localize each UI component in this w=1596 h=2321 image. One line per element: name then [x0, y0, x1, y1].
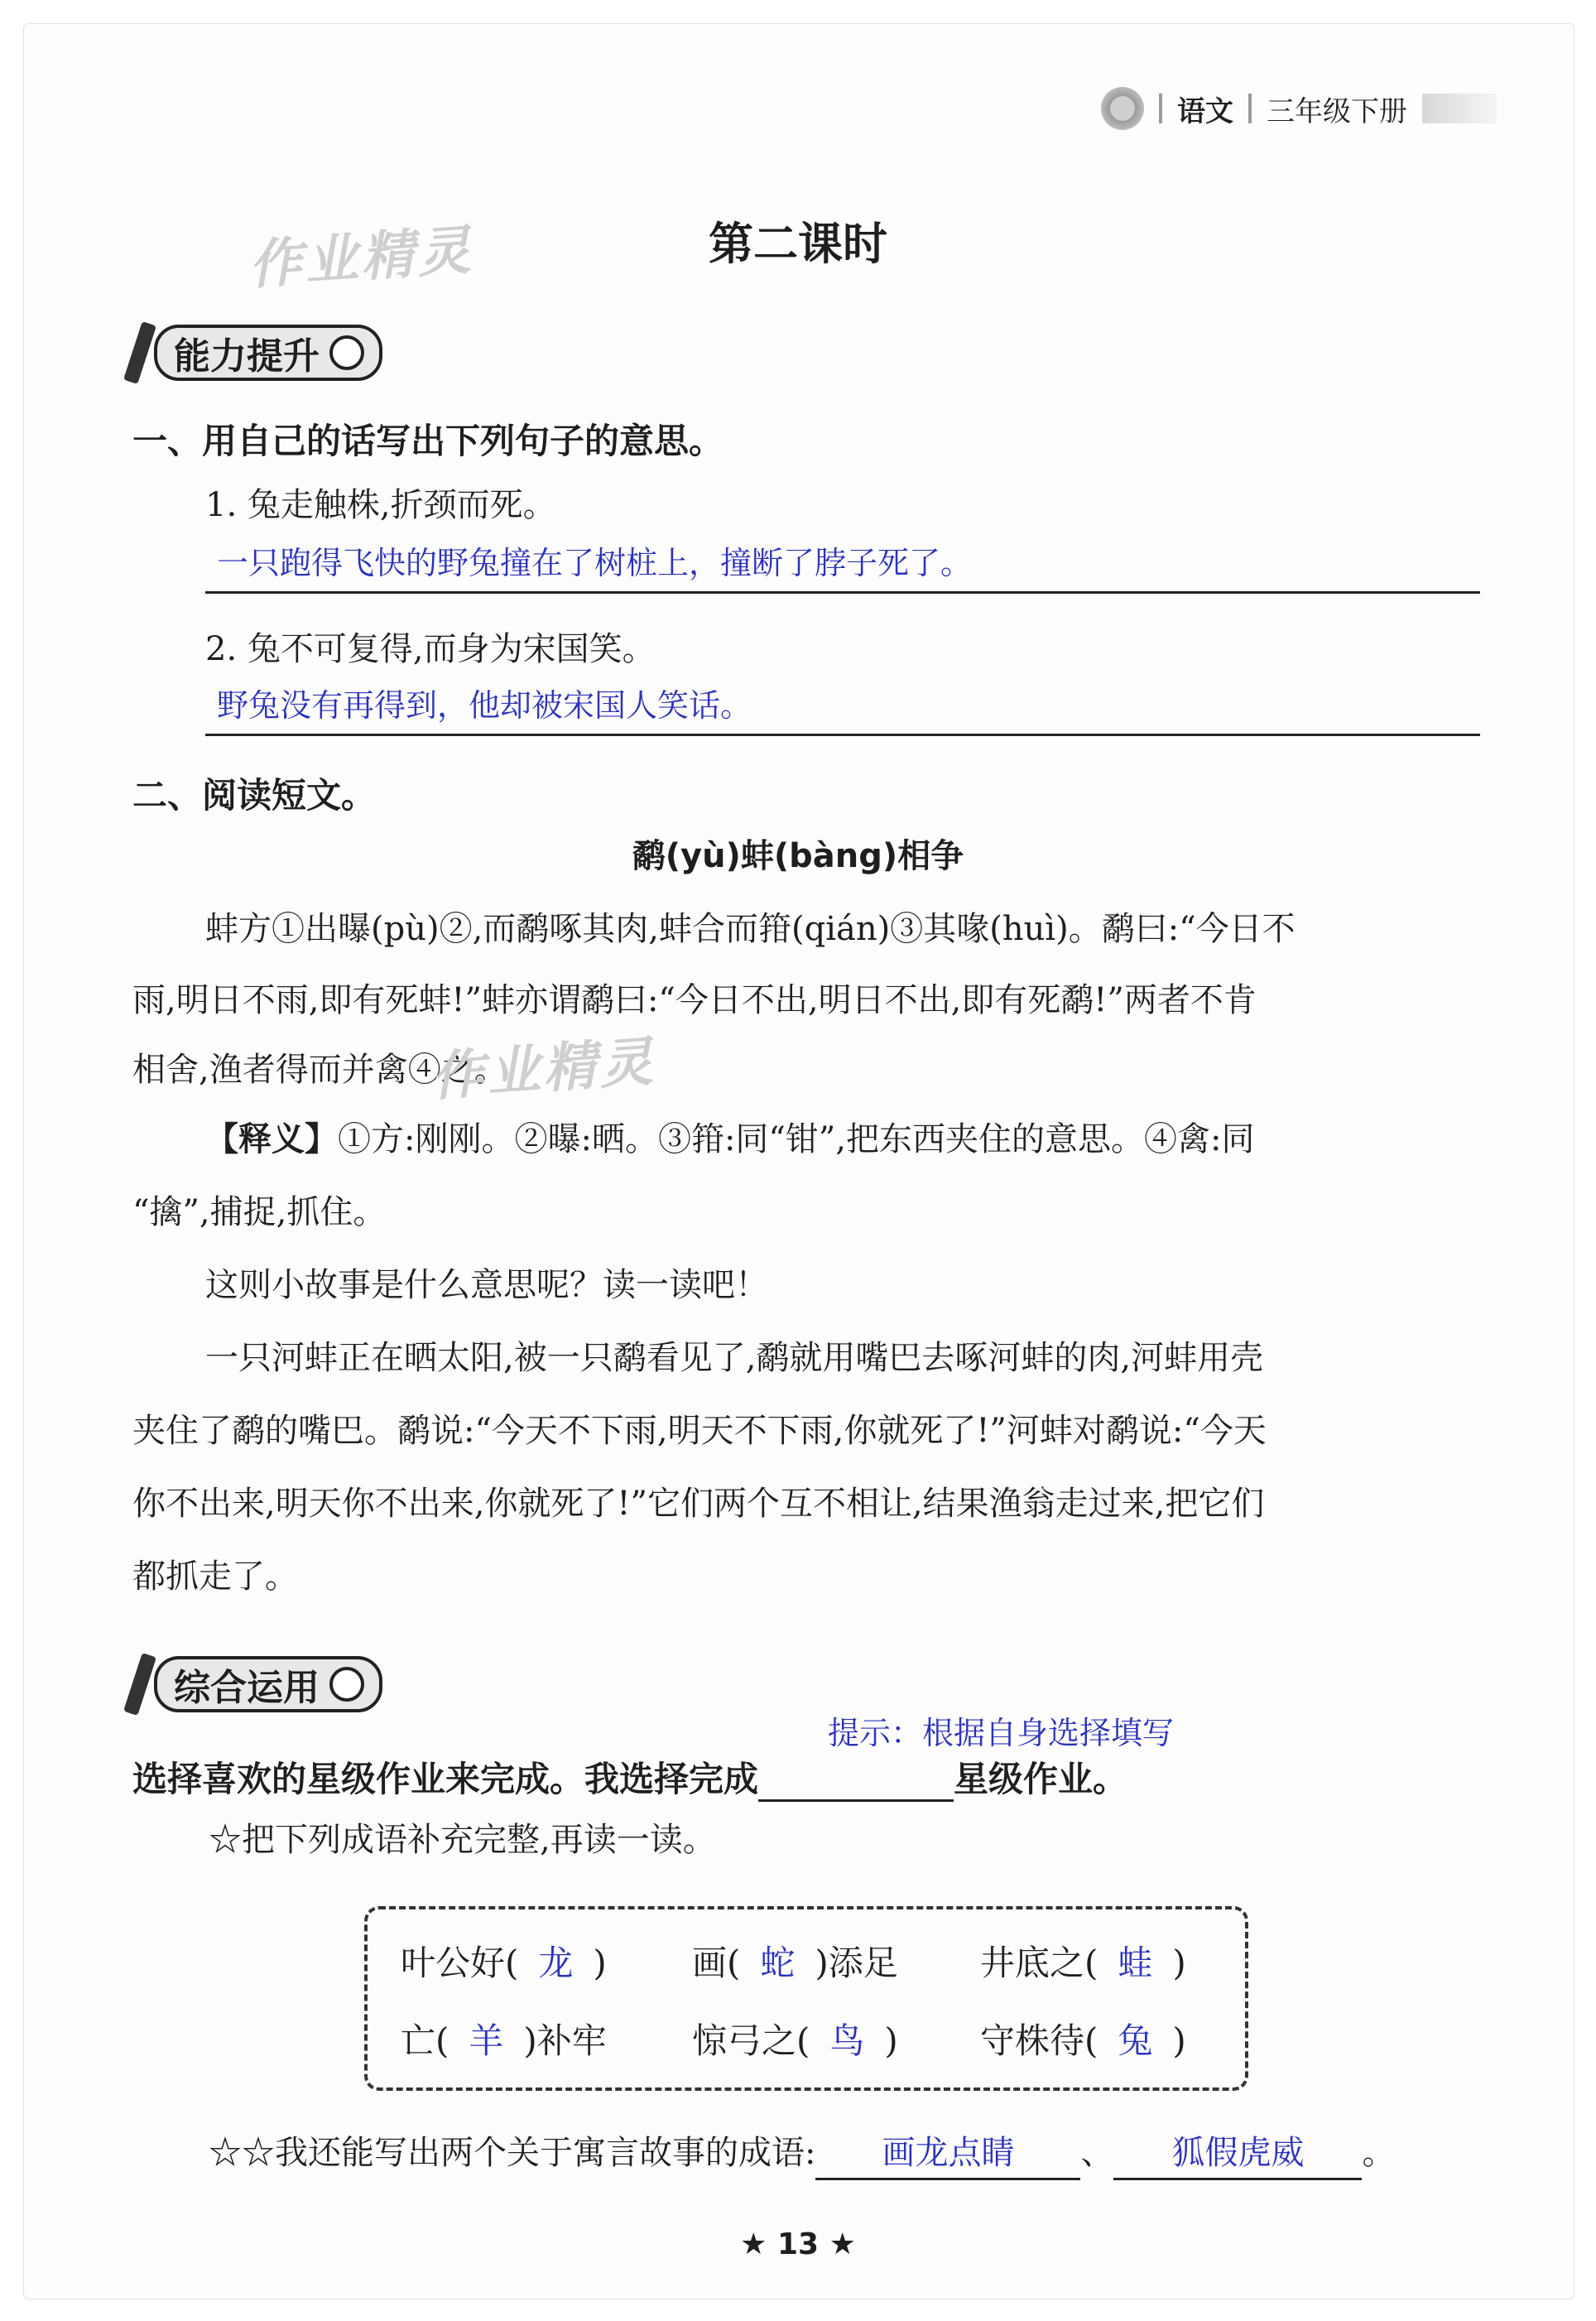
- idiom-answer[interactable]: 蛇: [760, 1943, 796, 1983]
- header-decoration: [1422, 94, 1497, 123]
- blank[interactable]: [758, 1759, 954, 1802]
- idiom-answer[interactable]: 兔: [1118, 2020, 1153, 2061]
- sentence-1: 1. 兔走触株,折颈而死。: [205, 486, 556, 524]
- two-star-prompt: ☆☆我还能写出两个关于寓言故事的成语:: [209, 2134, 816, 2172]
- idiom-item: 亡( 羊 )补牢: [401, 2014, 607, 2063]
- idiom-answer[interactable]: 鸟: [829, 2020, 865, 2061]
- sun-logo-icon: [1101, 87, 1144, 130]
- choose-prefix: 选择喜欢的星级作业来完成。我选择完成: [132, 1759, 759, 1799]
- sentence-2: 2. 兔不可复得,而身为宋国笑。: [205, 630, 656, 668]
- notes-text: ①方:刚刚。②曝:晒。③箝:同“钳”,把东西夹住的意思。④禽:同: [338, 1120, 1255, 1158]
- answer-line: [205, 591, 1480, 594]
- subject-label: 语文: [1177, 94, 1233, 128]
- section-badge-ability: [132, 321, 382, 384]
- idiom-item: 叶公好( 龙 ): [401, 1936, 607, 1986]
- watermark: 作业精灵: [429, 1030, 658, 1109]
- story-line: 蚌方①出曝(pù)②,而鹬啄其肉,蚌合而箝(qián)③其喙(huì)。鹬曰:“今日不: [205, 910, 1296, 948]
- idiom-item: 惊弓之( 鸟 ): [692, 2014, 898, 2063]
- translation-line: 夹住了鹬的嘴巴。鹬说:“今天不下雨,明天不下雨,你就死了!”河蚌对鹬说:“今天: [132, 1412, 1267, 1450]
- notes-line: “擒”,捕捉,抓住。: [132, 1193, 387, 1231]
- end-mark: 。: [1362, 2134, 1396, 2172]
- idiom-answer[interactable]: 龙: [538, 1943, 574, 1983]
- page-number: ★ 13 ★: [740, 2227, 856, 2261]
- page-title: 第二课时: [709, 218, 887, 270]
- translation-line: 一只河蚌正在晒太阳,被一只鹬看见了,鹬就用嘴巴去啄河蚌的肉,河蚌用壳: [205, 1339, 1264, 1377]
- idiom-answer[interactable]: 蛙: [1118, 1943, 1153, 1983]
- read-prompt: 这则小故事是什么意思呢？读一读吧！: [205, 1266, 768, 1304]
- two-star-task: [209, 2116, 1395, 2189]
- idiom-answer[interactable]: 羊: [469, 2020, 504, 2061]
- answer-line: [205, 734, 1480, 736]
- story-line: 相舍,渔者得而并禽④之。: [132, 1051, 507, 1089]
- page-header: [1101, 87, 1497, 130]
- divider: [1159, 94, 1162, 123]
- answer-2: 野兔没有再得到，他却被宋国人笑话。: [217, 687, 752, 724]
- answer-1: 一只跑得飞快的野兔撞在了树桩上，撞断了脖子死了。: [217, 545, 973, 581]
- answer-blank-1[interactable]: 画龙点睛: [815, 2128, 1080, 2180]
- answer-blank-2[interactable]: 狐假虎威: [1113, 2128, 1362, 2180]
- idiom-item: 守株待( 兔 ): [980, 2014, 1186, 2063]
- translation-line: 都抓走了。: [132, 1558, 298, 1596]
- hint-text: 提示：根据自身选择填写: [828, 1715, 1175, 1751]
- ring-icon: [329, 1667, 364, 1702]
- ring-icon: [329, 335, 364, 370]
- story-title: 鹬(yù)蚌(bàng)相争: [632, 837, 964, 875]
- choose-line: [132, 1752, 1127, 1802]
- idiom-item: 画( 蛇 )添足: [692, 1936, 898, 1986]
- notes-label: 【释义】: [205, 1120, 338, 1158]
- section-badge-application: [132, 1653, 382, 1716]
- one-star-task: ☆把下列成语补充完整,再读一读。: [209, 1821, 716, 1859]
- divider: [1248, 94, 1252, 123]
- idiom-item: 井底之( 蛙 ): [980, 1936, 1186, 1986]
- choose-suffix: 星级作业。: [954, 1759, 1128, 1799]
- question-heading: 一、用自己的话写出下列句子的意思。: [132, 421, 724, 461]
- question-heading: 二、阅读短文。: [132, 775, 377, 816]
- badge-label: 综合运用: [174, 1667, 320, 1709]
- watermark: 作业精灵: [247, 219, 476, 297]
- notes-line: [205, 1103, 1255, 1176]
- translation-line: 你不出来,明天你不出来,你就死了!”它们两个互不相让,结果渔翁走过来,把它们: [132, 1485, 1265, 1523]
- badge-label: 能力提升: [174, 335, 320, 378]
- separator: 、: [1080, 2134, 1114, 2172]
- grade-label: 三年级下册: [1267, 94, 1407, 128]
- story-line: 雨,明日不雨,即有死蚌!”蚌亦谓鹬曰:“今日不出,明日不出,即有死鹬!”两者不肯: [132, 981, 1257, 1019]
